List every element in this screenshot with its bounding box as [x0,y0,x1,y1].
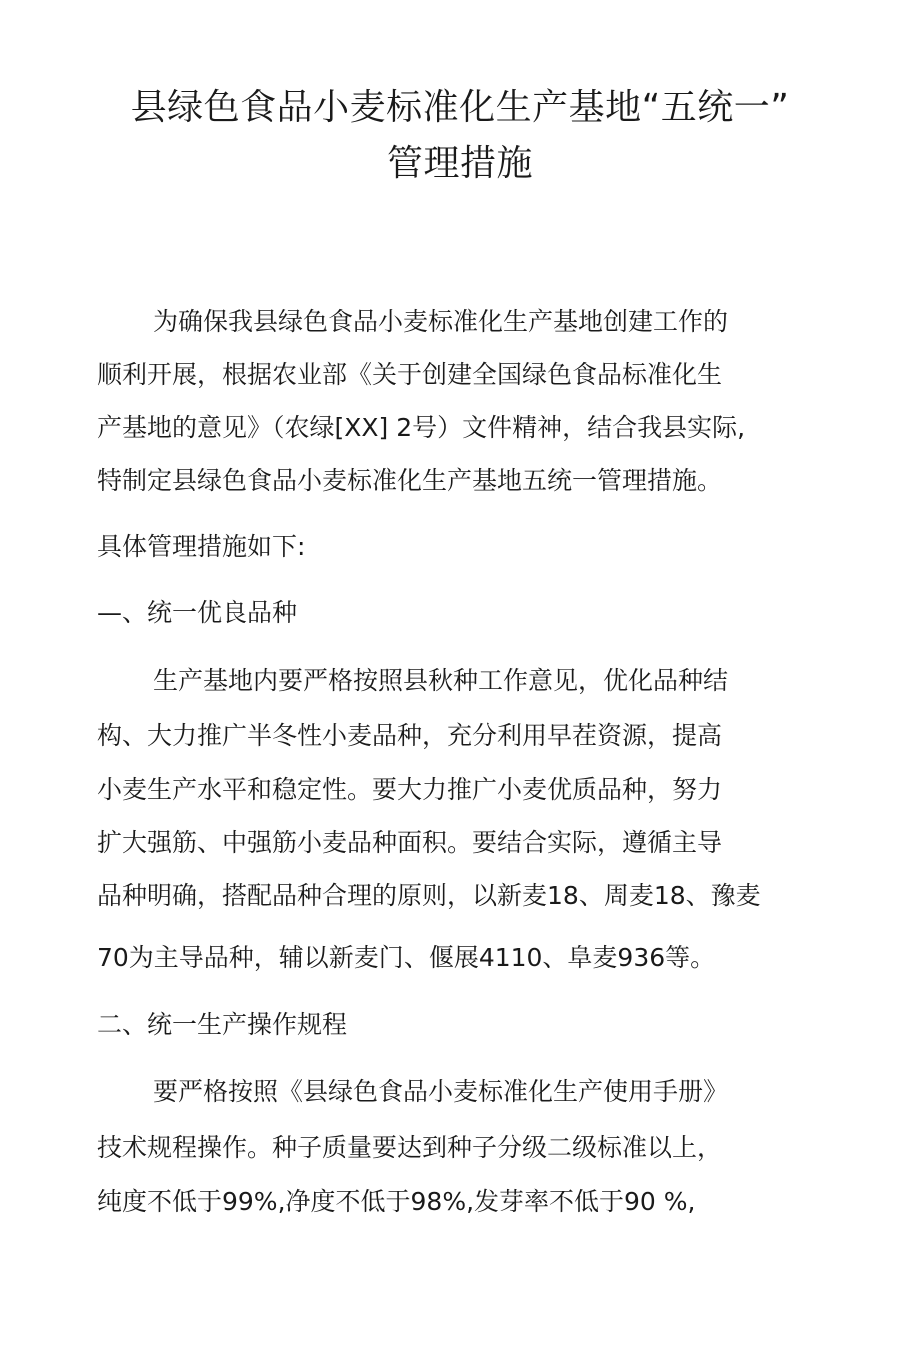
section-2-line-2: 技术规程操作。种子质量要达到种子分级二级标准以上， [97,1133,723,1162]
intro-line-4: 特制定县绿色食品小麦标准化生产基地五统一管理措施。 [97,466,723,495]
document-title-line-2: 管理措施 [386,143,533,184]
section-1-line-1: 生产基地内要严格按照县秋种工作意见，优化品种结 [153,666,729,695]
intro-line-2: 顺利开展，根据农业部《关于创建全国绿色食品标准化生 [97,360,723,389]
section-2-heading: 二、统一生产操作规程 [97,1010,348,1039]
document-title-line-1: 县绿色食品小麦标准化生产基地“五统一” [130,87,790,128]
section-1-line-4: 扩大强筋、中强筋小麦品种面积。要结合实际，遵循主导 [97,828,723,857]
lead-paragraph: 具体管理措施如下: [97,532,306,561]
section-2-line-1: 要严格按照《县绿色食品小麦标准化生产使用手册》 [153,1077,729,1106]
intro-line-1: 为确保我县绿色食品小麦标准化生产基地创建工作的 [153,307,729,336]
section-1-line-5: 品种明确，搭配品种合理的原则，以新麦18、周麦18、豫麦 [97,881,761,910]
section-1-line-3: 小麦生产水平和稳定性。要大力推广小麦优质品种，努力 [97,775,723,804]
section-2-line-3: 纯度不低于99%,净度不低于98%,发芽率不低于90 %, [97,1187,696,1216]
section-1-line-6: 70为主导品种，辅以新麦门、偃展4110、阜麦936等。 [97,943,716,972]
section-1-heading: —、统一优良品种 [97,598,298,627]
intro-line-3: 产基地的意见》（农绿[XX] 2号）文件精神，结合我县实际, [97,413,746,442]
section-1-line-2: 构、大力推广半冬性小麦品种，充分利用早茬资源，提高 [97,721,723,750]
